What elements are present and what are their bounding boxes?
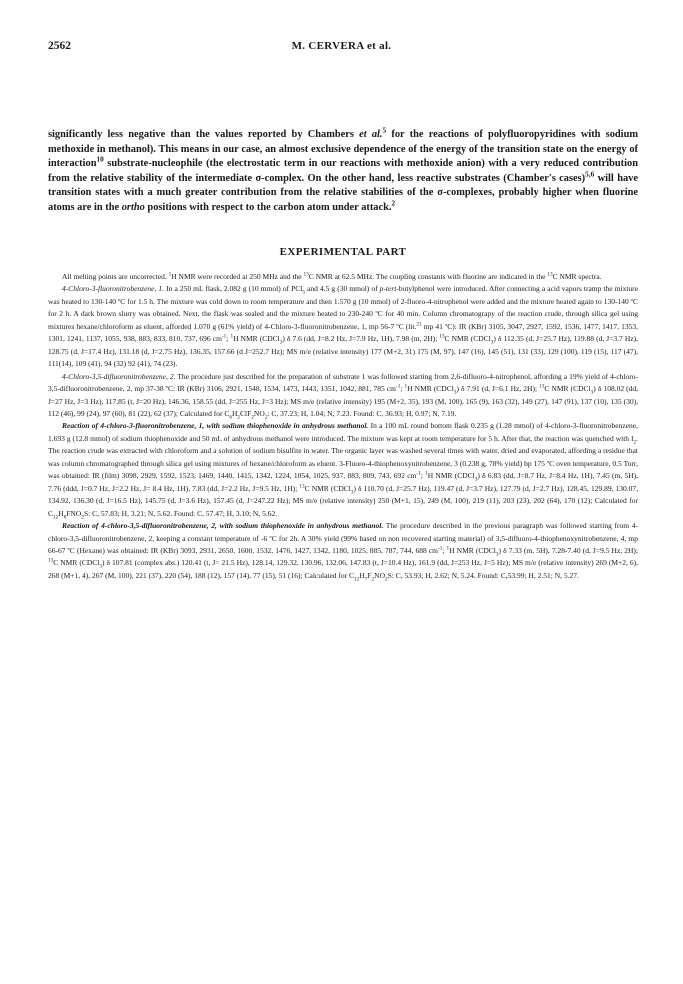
paragraph-title: Reaction of 4-chloro-3-fluoronitrobenzene, 1, with sodium thiophenoxide in anhydrous methanol.: [62, 421, 369, 431]
paragraph-title: 4-Chloro-3,5-difluoronitrobenzene, 2.: [62, 371, 176, 381]
paragraph-reaction-2: Reaction of 4-chloro-3,5-difluoronitrobenzene, 2, with sodium thiophenoxide in anhydrous methanol. The procedure described in the previous paragraph was followed starting from 4-chloro-3,5-difluoronitrobenzene, 2, keeping a constant temperature of -6 ºC for 2h. A 30% yield (99% based on non recovered starting material) of 3,5-difluoro-4-thiophenoxynitrobenzene, 4, mp 66-67 ºC (Hexane) was obtained: IR (KBr) 3093, 2931, 2650, 1600, 1532, 1476, 1427, 1342, 1180, 1025, 885, 787, 744, 688 $cm^{-1}$; $^1$H NMR (CDCl$_3$) δ 7.33 (m, 5H), 7.28-7.40 (d, J=9.5 Hz, 2H); $^{13}$C NMR (CDCl$_3$) δ 107.81 (complex abs.) 120.41 (t, J= 21.5 Hz), 128.14, 129.32, 130.96, 132.06, 147.83 (t, J=10.4 Hz), 161.9 (dd, J=253 Hz, J=5 Hz); MS m/e (relative intensity) 269 (M+2, 6), 268 (M+1, 4), 267 (M, 100), 221 (37), 220 (54), 188 (12), 157 (14), 77 (15), 51 (16); Calculated for $C_{12}H_7F_2NO_2S$: C, 53.93; H, 2.62; N, 5.24. Found: C,53.99; H, 2.51; N, 5.27.: [48, 521, 639, 583]
page-header: [48, 40, 635, 56]
page-number: 2562: [48, 40, 71, 52]
paragraph-compound-2: 4-Chloro-3,5-difluoronitrobenzene, 2. The procedure just described for the preparation of substrate 1 was followed starting from 2,6-difluoro-4-nitrophenol, affording a 19% yield of 4-chloro-3,5-difluoronitrobenzene, 2, mp 37-38 ºC: IR (KBr) 3106, 2921, 1548, 1534, 1473, 1443, 1351, 1042, 881, 785 $cm^{-1}$; $^1$H NMR (CDCl$_3$) δ 7.91 (d, J=6.1 Hz, 2H); $^{13}$C NMR (CDCl$_3$) δ 108.02 (dd, J=27 Hz, J=3 Hz), 117.85 (t, J=20 Hz), 146.36, 158.55 (dd, J=255 Hz, J=3 Hz); MS m/e (relative intensity) 195 (M+2, 35), 193 (M, 100), 165 (9), 163 (32), 149 (27), 147 (91), 137 (10), 135 (30), 112 (46), 99 (24), 97 (60), 81 (22), 62 (37); Calculated for $C_6H_2ClF_2NO_2$: C, 37.23; H, 1.04; N, 7.23. Found: C, 36.93; H, 0.97; N, 7.19.: [48, 371, 639, 421]
intro-paragraph: significantly less negative than the values reported by Chambers et al.$^5$ for the reactions of polyfluoropyridines with sodium methoxide in methanol). This means in our case, an almost exclusive dependence of the energy of the transition state on the energy of interaction$^{10}$ substrate-nucleophile (the electrostatic term in our reactions with methoxide anion) with a very reduced contribution from the relative stability of the intermediate σ-complex. On the other hand, less reactive substrates (Chamber's cases)$^{5,6}$ will have transition states with a much greater contribution from the relative stabilities of the σ-complexes, probably higher when fluorine atoms are in the ortho positions with respect to the carbon atom under attack.$^2$: [48, 126, 639, 213]
paragraph-general: All melting points are uncorrected. $^1$H NMR were recorded at 250 MHz and the $^{13}$C NMR at 62.5 MHz. The coupling constants with fluorine are indicated in the $^{13}$C NMR spectra.: [62, 271, 602, 281]
experimental-body: [48, 271, 638, 582]
running-head: M. CERVERA et al.: [291, 40, 392, 52]
paragraph-reaction-1: Reaction of 4-chloro-3-fluoronitrobenzene, 1, with sodium thiophenoxide in anhydrous methanol. In a 100 mL round bottom flask 0.235 g (1.28 mmol) of 4-chloro-3-fluoronitrobenzene, 1.693 g (12.8 mmol) of sodium thiophenoxide and 50 mL of anhydrous methanol were introduced. The mixture was kept at room temperature for 5 h. After that, the reaction was quenched with $I_2$. The reaction crude was extracted with chloroform and a solution of sodium bisulfite in water. The organic layer was washed several times with water, dried and evaporated, affording a residue that was column chromatographed through silica gel using mixtures of hexane/chloroform as eluent. 3-Fluoro-4-thiophenoxynitrobenzene, 3 (0.238 g, 78% yield) bp 175 ºC oven temperature, 0.5 Torr, was obtained: IR (film) 3098, 2929, 1592, 1523, 1469, 1440, 1415, 1342, 1224, 1054, 1025, 937, 883, 809, 743, 692 $cm^{-1}$; $^1$H NMR (CDCl$_3$) δ 6.83 (dd, J=8.7 Hz, J=8.4 Hz, 1H), 7.45 (m, 5H), 7.76 (ddd, J=0.7 Hz, J=2.2 Hz, J= 8.4 Hz, 1H), 7.83 (dd, J=2.2 Hz, J=9.5 Hz, 1H); $^{13}$C NMR (CDCl$_3$) δ 110.70 (d, J=25.7 Hz), 119.47 (d, J=3.7 Hz), 127.79 (d, J=2.7 Hz), 128.45, 129.89, 130.07, 134.92, 136.30 (d, J=16.5 Hz), 145.75 (d, J=3.6 Hz), 157.45 (d, J=247.22 Hz); MS m/e (relative intensity) 250 (M+1, 15), 249 (M, 100), 219 (11), 203 (23), 202 (64), 170 (12); Calculated for $C_{12}H_8FNO_2S$: C, 57.83; H, 3.21; N, 5.62. Found: C, 57.47; H, 3.10; N, 5.62.: [48, 421, 638, 521]
paragraph-title: Reaction of 4-chloro-3,5-difluoronitrobenzene, 2, with sodium thiophenoxide in anhydrous methanol.: [62, 521, 384, 531]
section-heading: EXPERIMENTAL PART: [279, 246, 407, 258]
paragraph-compound-1: 4-Chloro-3-fluoronitrobenzene, 1. In a 250 mL flask, 2.082 g (10 mmol) of PCl$_5$ and 4.5 g (30 mmol) of p-tert-butylphenol were introduced. After connecting a acid vapors tramp the mixture was heated to 130-140 ºC for 1.5 h. The mixture was cold down to room temperature and then 1.570 g (10 mmol) of 2-fluoro-4-nitrophenol were added and the mixture heated again to 130-140 ºC for 2 h. A dark brown slurry was obtained. Next, the flask was sealed and the mixture heated to 230-240 ºC for 40 min. Column chromatograpy of the reaction crude, through silica gel using mixtures hexane/chloroform as eluent, afforded 1.070 g (61% yield) of 4-Chloro-3-fluoronitrobenzene, 1, mp 56-7 ºC (lit.$^{21}$ mp 41 ºC): IR (KBr) 3105, 3047, 2927, 1592, 1536, 1477, 1417, 1353, 1301, 1241, 1137, 1055, 938, 883, 833, 810, 737, 696 $cm^{-1}$; $^1$H NMR (CDCl$_3$) δ 7.6 (dd, J=8.2 Hz, J=7.9 Hz, 1H), 7.98 (m, 2H); $^{13}$C NMR (CDCl$_3$) δ 112.35 (d, J=25.7 Hz), 119.88 (d, J=3.7 Hz), 128.75 (d, J=17.4 Hz), 131.18 (d, J=2.75 Hz), 136.35, 157.66 (d J=252.7 Hz); MS m/e (relative intensity) 177 (M+2, 31) 175 (M, 97), 147 (16), 145 (51), 131 (33), 129 (100), 119 (15), 117 (47), 111(14), 109 (41), 94 (32) 92 (41), 74 (23).: [48, 284, 638, 369]
paragraph-title: 4-Chloro-3-fluoronitrobenzene, 1.: [62, 284, 165, 294]
